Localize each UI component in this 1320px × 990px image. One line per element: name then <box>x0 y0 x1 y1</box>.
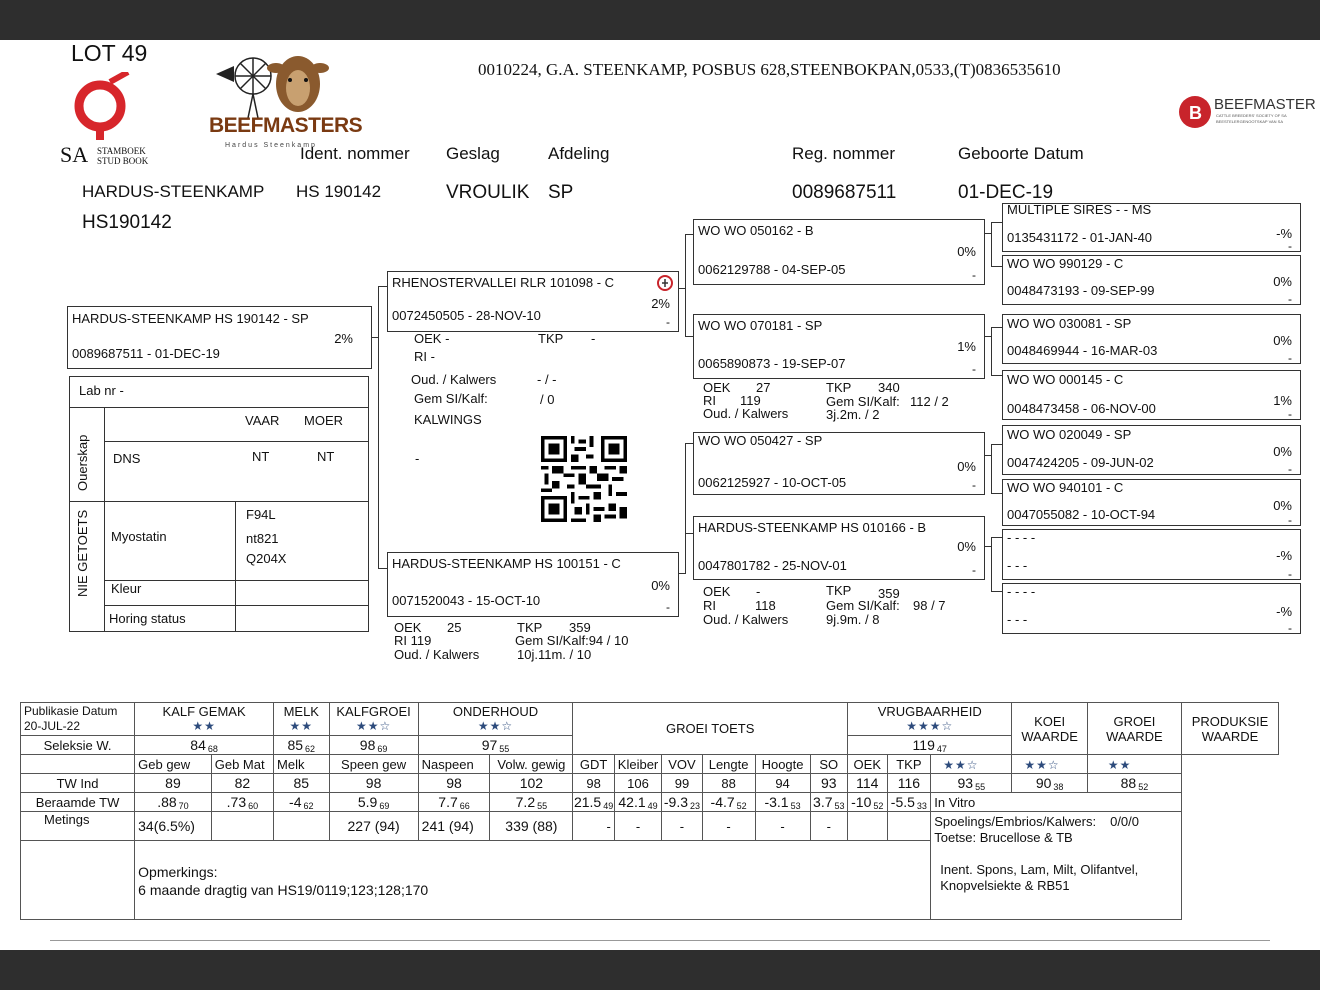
animal-reg: 0089687511 <box>792 182 897 203</box>
gp4-tkp-val: 359 <box>878 586 900 601</box>
dns-vaar: NT <box>252 449 270 464</box>
gp4-tkp: TKP <box>826 583 852 598</box>
sire-oud: Oud. / Kalwers <box>411 372 497 387</box>
myostatin-value-2: nt821 <box>246 531 279 546</box>
gp2-gem: Gem SI/Kalf: <box>826 394 900 409</box>
vrugbaarheid-stars-icon: ★★★☆ <box>906 719 954 733</box>
pub-cell: Publikasie Datum 20-JUL-22 <box>21 703 135 736</box>
beefmaster-right-logo-icon <box>1178 95 1212 129</box>
gp2-oek-val: 27 <box>756 380 771 395</box>
qr-code[interactable] <box>538 436 630 522</box>
vrugbaarheid-header: VRUGBAARHEID ★★★☆ <box>848 703 1012 736</box>
sire-oud-val: - / - <box>537 372 557 387</box>
great-grandparent-box-5: WO WO 020049 - SP 0% 0047424205 - 09-JUN-02 - <box>1002 425 1301 475</box>
sire-gem: Gem SI/Kalf: <box>414 391 488 406</box>
grandparent-box-1: WO WO 050162 - B 0% 0062129788 - 04-SEP-05 - <box>693 219 985 285</box>
gp2-gem-val: 112 / 2 <box>910 394 949 409</box>
notes-cell: Spoelings/Embrios/Kalwers: 0/0/0 Toetse: Brucellose & TB Inent. Spons, Lam, Milt, Olifantvel, Knopvelsiekte & RB51 <box>931 812 1182 920</box>
lot-number: LOT 49 <box>71 40 148 66</box>
gp2-tkp-val: 340 <box>878 380 900 395</box>
lab-nr: Lab nr - <box>79 383 124 398</box>
sire-box: RHENOSTERVALLEI RLR 101098 - C 2% 0072450505 - 28-NOV-10 - <box>387 271 679 332</box>
performance-table <box>20 702 1279 920</box>
animal-name: HARDUS-STEENKAMP <box>82 182 265 201</box>
header-geslag: Geslag <box>446 144 500 163</box>
metings-row: Metings 34(6.5%) 227 (94) 241 (94) 339 (88) - - - - - - Spoelings/Embrios/Kalwers: 0/0/0 Toetse: Brucellose & TB Inent. Spons, Lam, Milt, Olifantvel, Knopvelsiekte & RB51 <box>21 812 1279 841</box>
beefmasters-logo-art <box>208 46 342 120</box>
kalf-gemak-header: KALF GEMAK ★★ <box>135 703 274 736</box>
produksie-waarde-stars-icon: ★★ <box>1107 757 1132 772</box>
myostatin-label: Myostatin <box>111 529 167 544</box>
gp2-ri: RI <box>703 393 716 408</box>
horing-label: Horing status <box>109 611 186 626</box>
top-bar <box>0 0 1320 40</box>
beefmaster-right-logo-sub1: CATTLE BREEDERS' SOCIETY OF SA <box>1216 113 1287 118</box>
bottom-bar <box>0 950 1320 990</box>
opmerkings-cell: Opmerkings: 6 maande dragtig van HS19/0119;123;128;170 <box>135 841 931 920</box>
kalfgroei-stars-icon: ★★☆ <box>355 719 392 733</box>
great-grandparent-box-6: WO WO 940101 - C 0% 0047055082 - 10-OCT-94 - <box>1002 479 1301 526</box>
great-grandparent-box-1: MULTIPLE SIRES - - MS -% 0135431172 - 01-JAN-40 - <box>1002 203 1301 252</box>
beefmasters-logo-text: BEEFMASTERS <box>209 114 363 137</box>
gp4-oek-val: - <box>756 584 761 599</box>
header-geboorte: Geboorte Datum <box>958 144 1084 163</box>
lab-vaar: VAAR <box>245 413 280 428</box>
gp4-oud: Oud. / Kalwers <box>703 612 789 627</box>
perf-header-row <box>21 703 1279 736</box>
sa-studbook-logo <box>70 72 132 142</box>
beraamde-tw-row: Beraamde TW .88 $_{70}$ .73 $_{60}$ -4 $_{62}$ 5.9 $_{69}$ 7.7 $_{66}$ 7.2 $_{55}$ 21.5 $_{49}$ 42.1 $_{49}$ -9.3 $_{23}$ -4.7 $_{52}$ -3.1 $_{53}$ 3.7 $_{53}$ -10 $_{52}$ -5.5 $_{33}$ In Vitro <box>21 793 1279 812</box>
animal-ident: HS 190142 <box>296 182 382 201</box>
nie-getoets-label: NIE GETOETS <box>75 509 90 597</box>
gp2-oud-val: 3j.2m. / 2 <box>826 407 880 422</box>
great-grandparent-box-4: WO WO 000145 - C 1% 0048473458 - 06-NOV-00 - <box>1002 370 1301 420</box>
dam-oek-val: 25 <box>447 620 462 635</box>
gp2-oek: OEK <box>703 380 731 395</box>
lab-section <box>69 376 369 632</box>
gp2-tkp: TKP <box>826 380 852 395</box>
animal-code: HS190142 <box>82 212 172 233</box>
great-grandparent-box-2: WO WO 990129 - C 0% 0048473193 - 09-SEP-99 - <box>1002 255 1301 305</box>
gp4-oud-val: 9j.9m. / 8 <box>826 612 880 627</box>
sire-tkp-val: - <box>591 331 596 346</box>
sa-logo-line2: STUD BOOK <box>97 156 149 166</box>
grandparent-box-2: WO WO 070181 - SP 1% 0065890873 - 19-SEP-07 - <box>693 314 985 379</box>
gp2-oud: Oud. / Kalwers <box>703 406 789 421</box>
tw-ind-row: TW Ind 89 82 85 98 98 102 98 106 99 88 94 93 114 116 93 $_{55}$ 90 $_{38}$ 88 $_{52}$ <box>21 774 1279 793</box>
dam-tkp-val: 359 <box>569 620 591 635</box>
sire-oek: OEK - <box>414 331 450 346</box>
great-grandparent-box-8: - - - - -% - - - - <box>1002 583 1301 634</box>
gp4-ri: RI <box>703 598 716 613</box>
animal-geslag: VROULIK <box>446 182 530 203</box>
header-ident: Ident. nommer <box>300 144 410 163</box>
myostatin-value-3: Q204X <box>246 551 287 566</box>
sire-gem-val: / 0 <box>540 392 555 407</box>
myostatin-value-1: F94L <box>246 507 276 522</box>
kalfgroei-header: KALFGROEI ★★☆ <box>329 703 418 736</box>
melk-stars-icon: ★★ <box>289 719 314 733</box>
dam-tkp: TKP <box>517 620 543 635</box>
sa-logo-line1: STAMBOEK <box>97 146 146 156</box>
sire-kalwings-dash: - <box>415 451 420 466</box>
gp2-ri-val: 119 <box>740 393 761 408</box>
melk-header: MELK ★★ <box>274 703 329 736</box>
koei-waarde-header: KOEI WAARDE <box>1012 703 1087 755</box>
header-afdeling: Afdeling <box>548 144 610 163</box>
onderhoud-header: ONDERHOUD ★★☆ <box>418 703 573 736</box>
column-header-row: Geb gew Geb Mat Melk Speen gew Naspeen Volw. gewig GDT Kleiber VOV Lengte Hoogte SO OEK TKP ★★☆ ★★☆ ★★ <box>21 755 1279 774</box>
onderhoud-stars-icon: ★★☆ <box>477 719 514 733</box>
groei-waarde-stars-icon: ★★☆ <box>1024 757 1060 772</box>
gp4-ri-val: 118 <box>755 598 776 613</box>
dam-oud: Oud. / Kalwers <box>394 647 480 662</box>
ouerskap-label: Ouerskap <box>75 434 90 491</box>
dam-oek: OEK <box>394 620 422 635</box>
beefmaster-right-logo-text: BEEFMASTER <box>1214 96 1316 113</box>
sire-tag-icon <box>656 274 674 292</box>
animal-afdeling: SP <box>548 182 574 203</box>
gp4-oek: OEK <box>703 584 731 599</box>
produksie-waarde-header: PRODUKSIE WAARDE <box>1182 703 1279 755</box>
subject-animal-box: HARDUS-STEENKAMP HS 190142 - SP 2% 0089687511 - 01-DEC-19 <box>67 306 372 369</box>
koei-waarde-stars-icon: ★★☆ <box>943 757 979 772</box>
gp4-gem-val: 98 / 7 <box>913 598 946 613</box>
great-grandparent-box-3: WO WO 030081 - SP 0% 0048469944 - 16-MAR-03 - <box>1002 314 1301 364</box>
dns-moer: NT <box>317 449 335 464</box>
sire-kalwings: KALWINGS <box>414 412 482 427</box>
sire-tkp: TKP <box>538 331 564 346</box>
dam-gem: Gem SI/Kalf:94 / 10 <box>515 633 629 648</box>
gp4-gem: Gem SI/Kalf: <box>826 598 900 613</box>
dns-label: DNS <box>113 451 141 466</box>
breeder-info: 0010224, G.A. STEENKAMP, POSBUS 628,STEENBOKPAN,0533,(T)0836535610 <box>478 60 1061 79</box>
dam-box: HARDUS-STEENKAMP HS 100151 - C 0% 0071520043 - 15-OCT-10 - <box>387 552 679 617</box>
grandparent-box-4: HARDUS-STEENKAMP HS 010166 - B 0% 0047801782 - 25-NOV-01 - <box>693 516 985 580</box>
seleksie-row: Seleksie W. 84 $_{68}$ 85 $_{62}$ 98 $_{69}$ 97 $_{55}$ 119 $_{47}$ <box>21 736 1279 755</box>
dam-oud-val: 10j.11m. / 10 <box>517 647 592 662</box>
sire-ri: RI - <box>414 349 435 364</box>
beefmasters-logo-sub: Hardus Steenkamp <box>225 142 317 149</box>
svg-text:B: B <box>1189 103 1202 123</box>
lab-moer: MOER <box>304 413 343 428</box>
groei-waarde-header: GROEI WAARDE <box>1087 703 1181 755</box>
animal-date: 01-DEC-19 <box>958 182 1054 203</box>
groei-toets-header: GROEI TOETS <box>573 703 848 755</box>
kalf-gemak-stars-icon: ★★ <box>192 719 216 733</box>
great-grandparent-box-7: - - - - -% - - - - <box>1002 529 1301 580</box>
header-reg: Reg. nommer <box>792 144 895 163</box>
dam-ri: RI 119 <box>394 633 432 648</box>
sa-logo-text: SA <box>60 142 89 167</box>
kleur-label: Kleur <box>111 581 142 596</box>
beefmaster-right-logo-sub2: BEESTELERGENOOTSKAP VAN SA <box>1216 119 1283 124</box>
footer-rule <box>50 940 1270 941</box>
grandparent-box-3: WO WO 050427 - SP 0% 0062125927 - 10-OCT-05 - <box>693 432 985 495</box>
